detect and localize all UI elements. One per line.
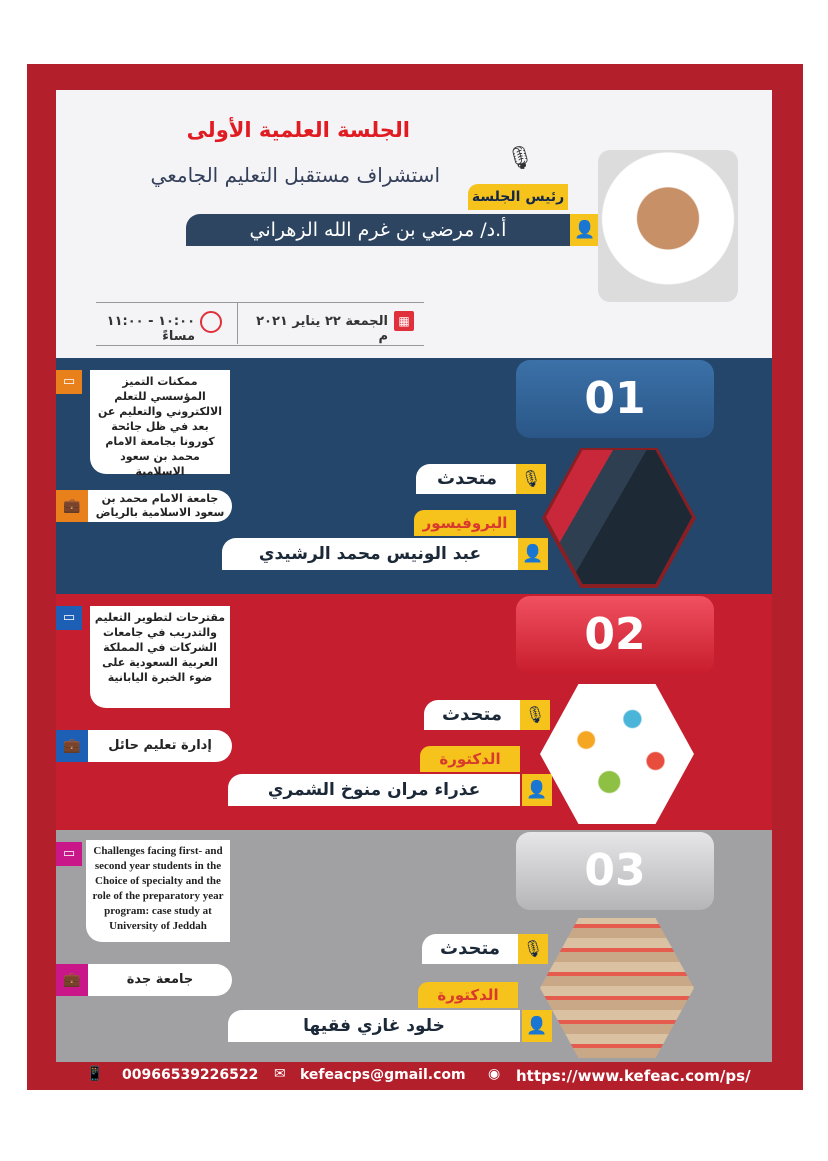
speaker-role: الدكتورة — [420, 746, 520, 772]
talk-number: 02 — [516, 596, 714, 674]
session-time: ١٠:٠٠ - ١١:٠٠ مساءً — [106, 314, 195, 344]
speaker-role: البروفيسور — [414, 510, 516, 536]
globe-icon: ◉ — [488, 1066, 501, 1082]
presentation-icon: ▭ — [56, 842, 82, 866]
talk-topic: مقترحات لتطوير التعليم والتدريب في جامعات الشركات في المملكة العربية السعودية على ضوء الخبرة اليابانية — [90, 606, 230, 708]
speaker-name: خلود غازي فقيها — [228, 1010, 520, 1042]
microphone-icon: 🎙 — [506, 146, 534, 171]
chair-name: أ.د/ مرضي بن غرم الله الزهراني — [186, 214, 570, 246]
session-date: الجمعة ٢٢ يناير ٢٠٢١ م — [256, 314, 388, 344]
footer — [56, 1062, 772, 1090]
phone-number: 00966539226522 — [122, 1067, 259, 1083]
briefcase-icon: 💼 — [56, 490, 88, 522]
clock-icon — [200, 311, 222, 333]
chair-photo — [598, 150, 738, 302]
speaker-role: الدكتورة — [418, 982, 518, 1008]
talk-organization: جامعة الامام محمد بن سعود الاسلامية بالرياض — [88, 490, 232, 522]
email-icon: ✉ — [274, 1066, 286, 1082]
speaker-label: متحدث — [416, 464, 518, 494]
presentation-icon: ▭ — [56, 606, 82, 630]
presentation-icon: ▭ — [56, 370, 82, 394]
talk-number: 01 — [516, 360, 714, 438]
speaker-label: متحدث — [422, 934, 518, 964]
talk-number: 03 — [516, 832, 714, 910]
microphone-icon: 🎙 — [518, 934, 548, 964]
speaker-name: عذراء مران منوخ الشمري — [228, 774, 520, 806]
user-icon: 👤 — [522, 1010, 552, 1042]
session-title: الجلسة العلمية الأولى — [186, 118, 410, 142]
microphone-icon: 🎙 — [516, 464, 546, 494]
talk-organization: جامعة جدة — [88, 964, 232, 996]
website-link[interactable]: https://www.kefeac.com/ps/ — [516, 1067, 751, 1085]
speaker-name: عبد الونيس محمد الرشيدي — [222, 538, 518, 570]
user-icon: 👤 — [518, 538, 548, 570]
info-divider — [237, 302, 238, 344]
briefcase-icon: 💼 — [56, 964, 88, 996]
calendar-icon: ▦ — [394, 311, 414, 331]
session-subtitle: استشراف مستقبل التعليم الجامعي — [150, 163, 440, 187]
briefcase-icon: 💼 — [56, 730, 88, 762]
user-icon: 👤 — [570, 214, 600, 246]
user-icon: 👤 — [522, 774, 552, 806]
speaker-label: متحدث — [424, 700, 520, 730]
talk-organization: إدارة تعليم حائل — [88, 730, 232, 762]
chair-label: رئيس الجلسة — [468, 184, 568, 210]
phone-icon: 📱 — [86, 1066, 104, 1082]
talk-topic: Challenges facing first- and second year students in the Choice of specialty and the role of the preparatory year program: case study at University of Jeddah — [86, 840, 230, 942]
microphone-icon: 🎙 — [520, 700, 550, 730]
email-link[interactable]: kefeacps@gmail.com — [300, 1067, 466, 1083]
talk-topic: ممكنات التميز المؤسسي للتعلم الالكتروني والتعليم عن بعد في ظل جائحة كورونا بجامعة الامام محمد بن سعود الاسلامية — [90, 370, 230, 474]
